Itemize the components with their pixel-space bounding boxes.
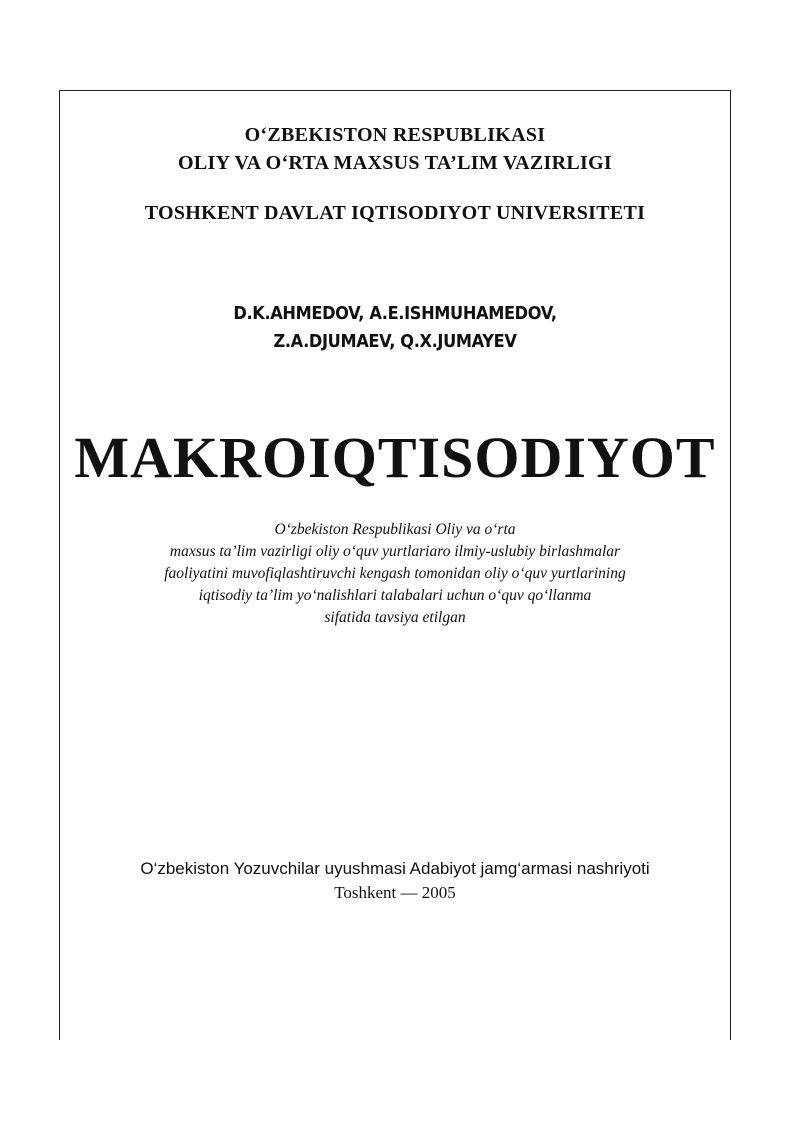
publisher-name: O‘zbekiston Yozuvchilar uyushmasi Adabiyot jamg‘armasi nashriyoti	[140, 859, 650, 878]
authors-line-2: Z.A.DJUMAEV, Q.X.JUMAYEV	[273, 331, 517, 352]
approval-line-2: maxsus ta’lim vazirligi oliy o‘quv yurtlariaro ilmiy-uslubiy birlashmalar	[169, 543, 621, 560]
ministry-line-1: O‘ZBEKISTON RESPUBLIKASI	[244, 124, 546, 146]
approval-line-4: iqtisodiy ta’lim yo‘nalishlari talabalari uchun o‘quv qo‘llanma	[198, 587, 592, 604]
approval-line-1: O‘zbekiston Respublikasi Oliy va o‘rta	[274, 521, 516, 538]
authors-line-1: D.K.AHMEDOV, A.E.ISHMUHAMEDOV,	[233, 303, 557, 324]
book-title: MAKROIQTISODIYOT	[74, 425, 716, 490]
university-name: TOSHKENT DAVLAT IQTISODIYOT UNIVERSITETI	[144, 202, 646, 224]
approval-line-3: faoliyatini muvofiqlashtiruvchi kengash tomonidan oliy o‘quv yurtlarining	[164, 565, 626, 582]
approval-line-5: sifatida tavsiya etilgan	[324, 609, 466, 626]
publication-city-year: Toshkent — 2005	[334, 883, 456, 902]
title-page	[59, 90, 731, 1040]
ministry-line-2: OLIY VA O‘RTA MAXSUS TA’LIM VAZIRLIGI	[177, 152, 613, 174]
